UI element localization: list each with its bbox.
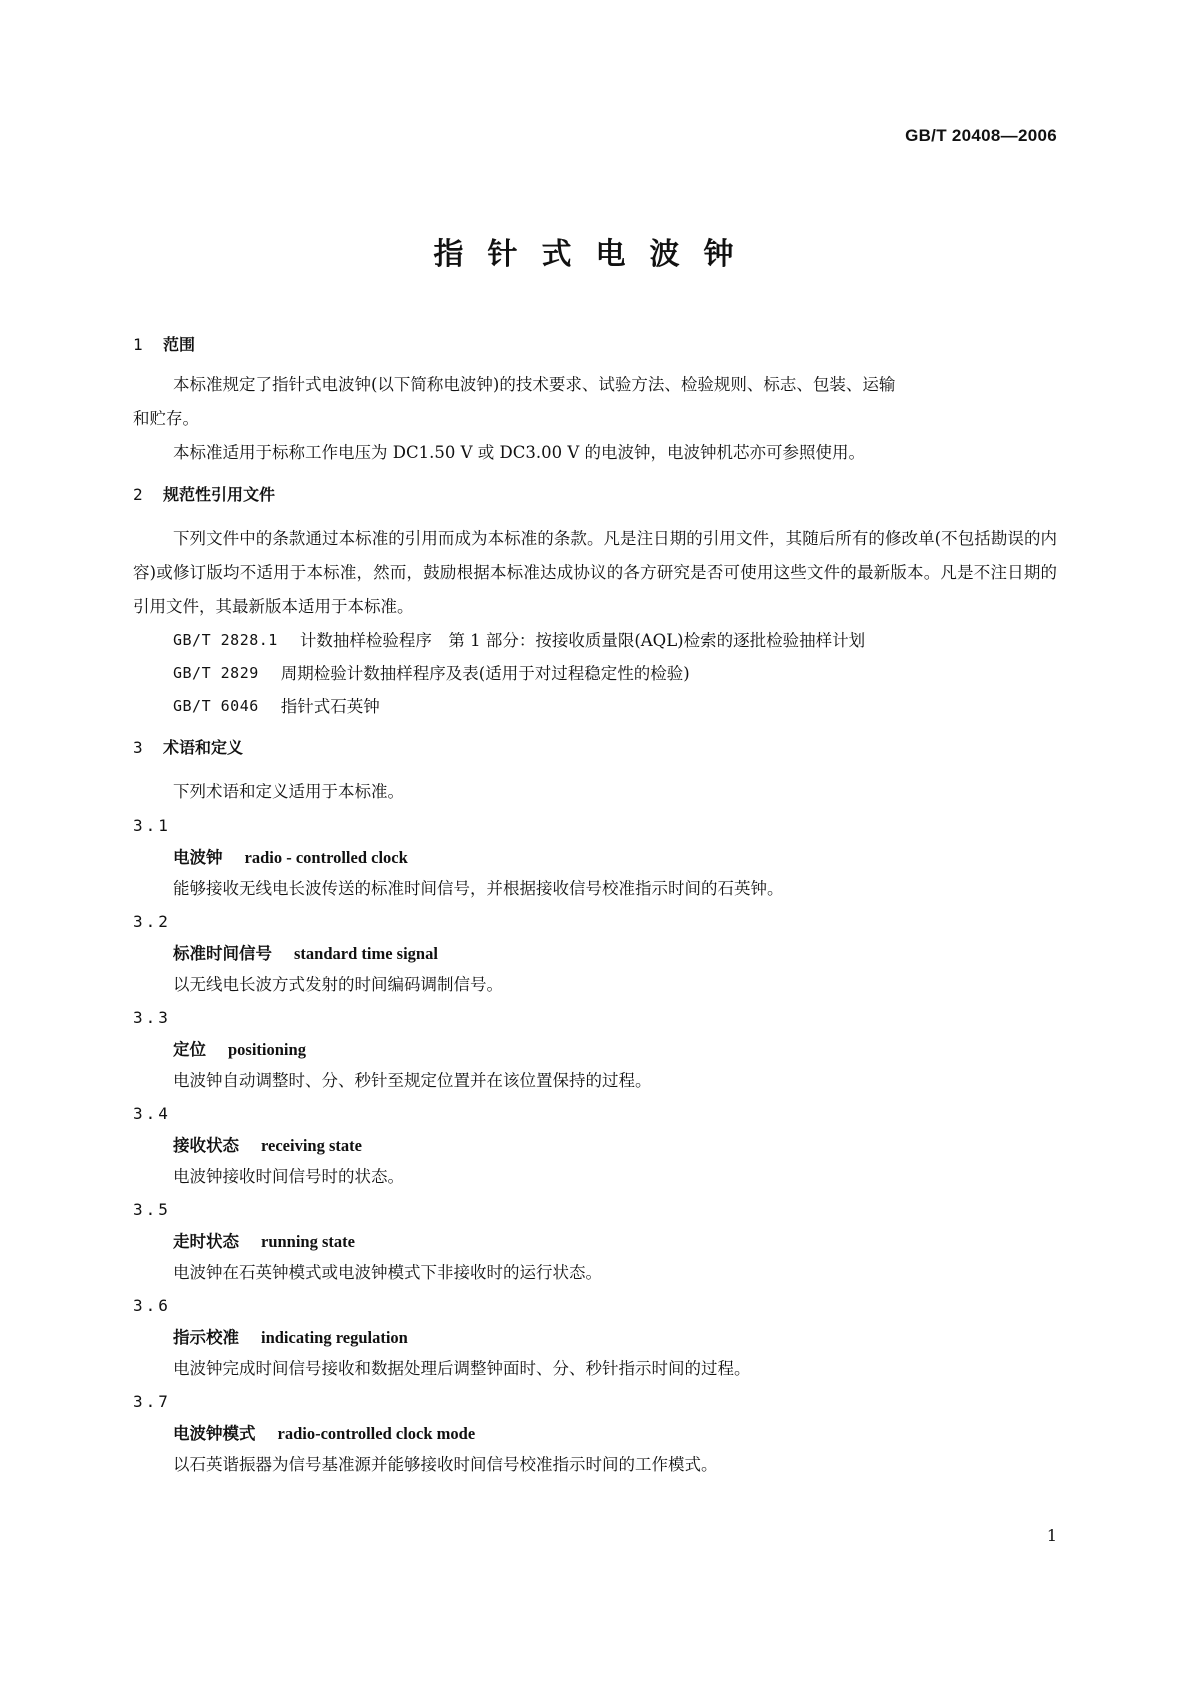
term-heading [133,1227,1057,1257]
term-heading [133,1035,1057,1065]
term-chinese: 电波钟 [173,848,223,867]
term-heading [133,1419,1057,1449]
term-entry [133,1385,1057,1481]
term-definition: 电波钟自动调整时、分、秒针至规定位置并在该位置保持的过程。 [173,1071,652,1090]
term-chinese: 指示校准 [173,1328,239,1347]
section-heading-scope [133,334,1057,356]
term-definition: 电波钟在石英钟模式或电波钟模式下非接收时的运行状态。 [173,1263,602,1282]
term-english: receiving state [261,1136,362,1155]
term-chinese: 电波钟模式 [173,1424,256,1443]
terms-intro: 下列术语和定义适用于本标准。 [173,782,404,801]
section-title: 规范性引用文件 [163,485,276,504]
term-heading [133,1131,1057,1161]
reference-title: 计数抽样检验程序 第 1 部分：按接收质量限(AQL)检索的逐批检验抽样计划 [299,631,866,650]
term-definition: 电波钟完成时间信号接收和数据处理后调整钟面时、分、秒针指示时间的过程。 [173,1359,751,1378]
section-heading-terms-and-definitions [133,737,1057,759]
term-definition: 以无线电长波方式发射的时间编码调制信号。 [173,975,503,994]
term-entry [133,1097,1057,1193]
section-title: 术语和定义 [163,738,244,757]
document-body [133,334,1057,1481]
term-english: radio - controlled clock [244,848,408,867]
term-number: 3.7 [133,1392,171,1411]
document-title: 指针式电波钟 [433,237,758,272]
reference-title: 周期检验计数抽样程序及表(适用于对过程稳定性的检验) [280,664,690,683]
section-number: 2 [133,485,143,504]
term-chinese: 走时状态 [173,1232,239,1251]
section-number: 1 [133,335,143,354]
term-english: standard time signal [294,944,438,963]
term-number: 3.4 [133,1104,171,1123]
standard-code: GB/T 20408—2006 [905,126,1057,145]
reference-code: GB/T 6046 [173,697,259,715]
term-definition: 电波钟接收时间信号时的状态。 [173,1167,404,1186]
term-chinese: 接收状态 [173,1136,239,1155]
term-english: running state [261,1232,355,1251]
term-entry [133,1001,1057,1097]
term-heading [133,1323,1057,1353]
term-english: positioning [228,1040,306,1059]
scope-paragraph-1-line-2: 和贮存。 [133,409,199,428]
term-definition: 以石英谐振器为信号基准源并能够接收时间信号校准指示时间的工作模式。 [173,1455,718,1474]
term-number: 3.3 [133,1008,171,1027]
term-number: 3.1 [133,816,171,835]
reference-title: 指针式石英钟 [280,697,380,716]
term-heading [133,939,1057,969]
section-heading-normative-references [133,484,1057,506]
reference-code: GB/T 2829 [173,664,259,682]
term-chinese: 定位 [173,1040,206,1059]
section-title: 范围 [163,335,196,354]
references-paragraph: 下列文件中的条款通过本标准的引用而成为本标准的条款。凡是注日期的引用文件，其随后所有的修改单(不包括勘误的内容)或修订版均不适用于本标准，然而，鼓励根据本标准达成协议的各方研究是否可使用这些文件的最新版本。凡是不注日期的引用文件，其最新版本适用于本标准。 [133,529,1057,616]
term-heading [133,843,1057,873]
term-entry [133,809,1057,905]
term-number: 3.2 [133,912,171,931]
page-number: 1 [1046,1526,1057,1545]
scope-paragraph-2: 本标准适用于标称工作电压为 DC1.50 V 或 DC3.00 V 的电波钟，电波钟机芯亦可参照使用。 [173,443,865,462]
scope-paragraph-1-line-1: 本标准规定了指针式电波钟(以下简称电波钟)的技术要求、试验方法、检验规则、标志、包装、运输 [173,375,896,394]
reference-item [133,690,1057,723]
term-number: 3.5 [133,1200,171,1219]
reference-item [133,657,1057,690]
reference-code: GB/T 2828.1 [173,631,278,649]
term-entry [133,1289,1057,1385]
term-chinese: 标准时间信号 [173,944,272,963]
term-definition: 能够接收无线电长波传送的标准时间信号，并根据接收信号校准指示时间的石英钟。 [173,879,784,898]
reference-item [133,624,1057,657]
term-entry [133,1193,1057,1289]
term-english: indicating regulation [261,1328,408,1347]
term-number: 3.6 [133,1296,171,1315]
section-number: 3 [133,738,143,757]
term-entry [133,905,1057,1001]
term-english: radio-controlled clock mode [277,1424,476,1443]
